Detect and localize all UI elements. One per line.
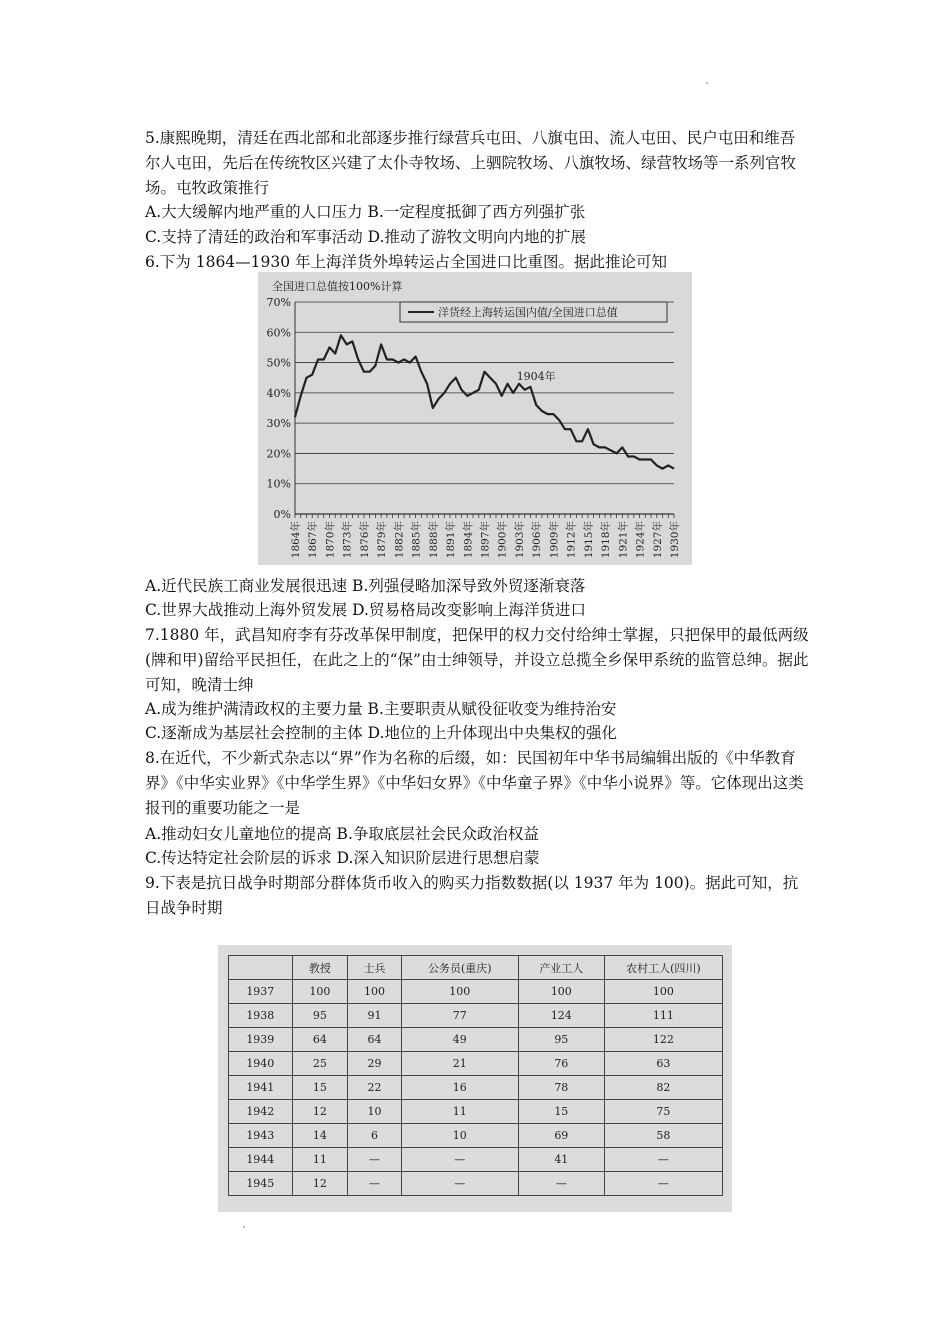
table-cell: 1945	[229, 1172, 293, 1196]
table-cell: 29	[348, 1052, 402, 1076]
x-tick-label: 1927年	[651, 521, 664, 559]
import-share-chart-svg	[258, 272, 692, 565]
table-cell: 78	[518, 1076, 604, 1100]
table-cell: 95	[518, 1028, 604, 1052]
annotation-1904: 1904年	[516, 369, 556, 383]
q8-stem: 8.在近代，不少新式杂志以“界”作为名称的后缀，如：民国初年中华书局编辑出版的《中华教育界》《中华实业界》《中华学生界》《中华妇女界》《中华童子界》《中华小说界》等。它体现出这类报刊的重要功能之一是	[145, 749, 804, 817]
table-cell: 1942	[229, 1100, 293, 1124]
table-cell: 14	[292, 1124, 348, 1148]
table-header-row	[229, 956, 723, 980]
legend-label: 洋货经上海转运国内值/全国进口总值	[438, 306, 618, 319]
table-cell: 1939	[229, 1028, 293, 1052]
table-cell: 111	[604, 1004, 722, 1028]
x-tick-label: 1891年	[445, 521, 458, 559]
table-header-cell: 产业工人	[518, 956, 604, 980]
table-cell: 100	[604, 980, 722, 1004]
y-tick-label: 30%	[266, 417, 291, 431]
table-row	[229, 980, 723, 1004]
table-cell: 11	[401, 1100, 518, 1124]
x-tick-label: 1906年	[531, 521, 544, 559]
import-share-chart	[258, 272, 692, 565]
x-tick-label: 1909年	[548, 521, 561, 559]
x-tick-label: 1873年	[341, 521, 354, 559]
series-line	[295, 335, 674, 468]
table-cell: —	[604, 1148, 722, 1172]
table-cell: 1943	[229, 1124, 293, 1148]
table-header-cell: 士兵	[348, 956, 402, 980]
table-cell: 64	[348, 1028, 402, 1052]
table-cell: 100	[401, 980, 518, 1004]
table-cell: 91	[348, 1004, 402, 1028]
table-cell: 49	[401, 1028, 518, 1052]
table-cell: 100	[348, 980, 402, 1004]
table-cell: 76	[518, 1052, 604, 1076]
table-cell: 16	[401, 1076, 518, 1100]
table-cell: —	[401, 1148, 518, 1172]
y-tick-label: 50%	[266, 356, 291, 370]
table-row	[229, 1004, 723, 1028]
table-header-cell: 公务员(重庆)	[401, 956, 518, 980]
table-cell: —	[348, 1148, 402, 1172]
table-cell: 6	[348, 1124, 402, 1148]
y-tick-label: 0%	[273, 508, 291, 521]
table-cell: 1938	[229, 1004, 293, 1028]
q7-options-cd: C.逐渐成为基层社会控制的主体 D.地位的上升体现出中央集权的强化	[145, 724, 617, 742]
table-cell: 82	[604, 1076, 722, 1100]
x-tick-label: 1903年	[513, 521, 526, 559]
x-tick-label: 1879年	[376, 521, 389, 559]
x-tick-label: 1897年	[479, 521, 492, 559]
table-header-cell: 农村工人(四川)	[604, 956, 722, 980]
purchasing-power-table-figure	[218, 945, 732, 1212]
table-cell: 15	[518, 1100, 604, 1124]
table-cell: 21	[401, 1052, 518, 1076]
table-cell: —	[604, 1172, 722, 1196]
y-tick-label: 60%	[266, 326, 291, 340]
y-tick-label: 20%	[266, 447, 291, 461]
table-header-cell	[229, 956, 293, 980]
table-cell: 122	[604, 1028, 722, 1052]
x-tick-label: 1921年	[617, 521, 630, 559]
q5-options-cd: C.支持了清廷的政治和军事活动 D.推动了游牧文明向内地的扩展	[145, 228, 586, 246]
scan-speck	[243, 1226, 245, 1228]
x-tick-label: 1876年	[358, 521, 371, 559]
table-cell: 1940	[229, 1052, 293, 1076]
x-tick-label: 1885年	[410, 521, 423, 559]
table-cell: 63	[604, 1052, 722, 1076]
scan-speck	[706, 82, 708, 84]
table-row	[229, 1124, 723, 1148]
table-cell: 77	[401, 1004, 518, 1028]
table-row	[229, 1148, 723, 1172]
x-tick-label: 1918年	[600, 521, 613, 559]
x-tick-label: 1882年	[393, 521, 406, 559]
table-cell: 10	[348, 1100, 402, 1124]
table-cell: 1937	[229, 980, 293, 1004]
x-tick-label: 1864年	[290, 521, 302, 559]
purchasing-power-table	[228, 955, 723, 1196]
q6-stem: 6.下为 1864—1930 年上海洋货外埠转运占全国进口比重图。据此推论可知	[145, 253, 668, 271]
table-cell: 95	[292, 1004, 348, 1028]
table-cell: 124	[518, 1004, 604, 1028]
q7-stem: 7.1880 年，武昌知府李有芬改革保甲制度，把保甲的权力交付给绅士掌握，只把保甲的最低两级(牌和甲)留给平民担任，在此之上的“保”由士绅领导，并设立总揽全乡保甲系统的监管总绅。据此可知，晚清士绅	[145, 626, 809, 694]
table-header-cell: 教授	[292, 956, 348, 980]
table-row	[229, 1100, 723, 1124]
q5-stem: 5.康熙晚期，清廷在西北部和北部逐步推行绿营兵屯田、八旗屯田、流人屯田、民户屯田和维吾尔人屯田，先后在传统牧区兴建了太仆寺牧场、上驷院牧场、八旗牧场、绿营牧场等一系列官牧场。屯牧政策推行	[145, 129, 797, 197]
table-cell: —	[348, 1172, 402, 1196]
x-tick-label: 1894年	[462, 521, 475, 559]
table-cell: 12	[292, 1100, 348, 1124]
table-row	[229, 1172, 723, 1196]
q8-options-ab: A.推动妇女儿童地位的提高 B.争取底层社会民众政治权益	[145, 825, 539, 843]
x-tick-label: 1867年	[307, 521, 320, 559]
table-row	[229, 1052, 723, 1076]
x-tick-label: 1912年	[565, 521, 578, 559]
table-cell: 10	[401, 1124, 518, 1148]
table-cell: 22	[348, 1076, 402, 1100]
q7-options-ab: A.成为维护满清政权的主要力量 B.主要职责从赋役征收变为维持治安	[145, 700, 617, 718]
table-cell: 100	[292, 980, 348, 1004]
table-cell: 15	[292, 1076, 348, 1100]
y-tick-label: 10%	[266, 477, 291, 491]
table-cell: 41	[518, 1148, 604, 1172]
x-tick-label: 1924年	[634, 521, 647, 559]
q8-options-cd: C.传达特定社会阶层的诉求 D.深入知识阶层进行思想启蒙	[145, 849, 540, 867]
x-tick-label: 1915年	[582, 521, 595, 559]
chart-title: 全国进口总值按100%计算	[272, 280, 403, 293]
table-cell: 100	[518, 980, 604, 1004]
table-cell: —	[401, 1172, 518, 1196]
x-tick-label: 1870年	[324, 521, 337, 559]
y-tick-label: 70%	[266, 296, 291, 309]
table-cell: 12	[292, 1172, 348, 1196]
q9-stem: 9.下表是抗日战争时期部分群体货币收入的购买力指数数据(以 1937 年为 100)。据此可知，抗日战争时期	[145, 874, 799, 917]
table-cell: 1941	[229, 1076, 293, 1100]
x-tick-label: 1930年	[669, 521, 681, 559]
q6-options-cd: C.世界大战推动上海外贸发展 D.贸易格局改变影响上海洋货进口	[145, 601, 586, 619]
table-cell: 58	[604, 1124, 722, 1148]
q5-options-ab: A.大大缓解内地严重的人口压力 B.一定程度抵御了西方列强扩张	[145, 203, 586, 221]
table-cell: 1944	[229, 1148, 293, 1172]
y-tick-label: 40%	[266, 386, 291, 400]
table-cell: —	[518, 1172, 604, 1196]
x-tick-label: 1900年	[496, 521, 509, 559]
table-row	[229, 1076, 723, 1100]
table-cell: 69	[518, 1124, 604, 1148]
table-cell: 64	[292, 1028, 348, 1052]
table-cell: 75	[604, 1100, 722, 1124]
table-cell: 11	[292, 1148, 348, 1172]
x-tick-label: 1888年	[427, 521, 440, 559]
table-row	[229, 1028, 723, 1052]
q6-options-ab: A.近代民族工商业发展很迅速 B.列强侵略加深导致外贸逐渐衰落	[145, 577, 586, 595]
table-cell: 25	[292, 1052, 348, 1076]
